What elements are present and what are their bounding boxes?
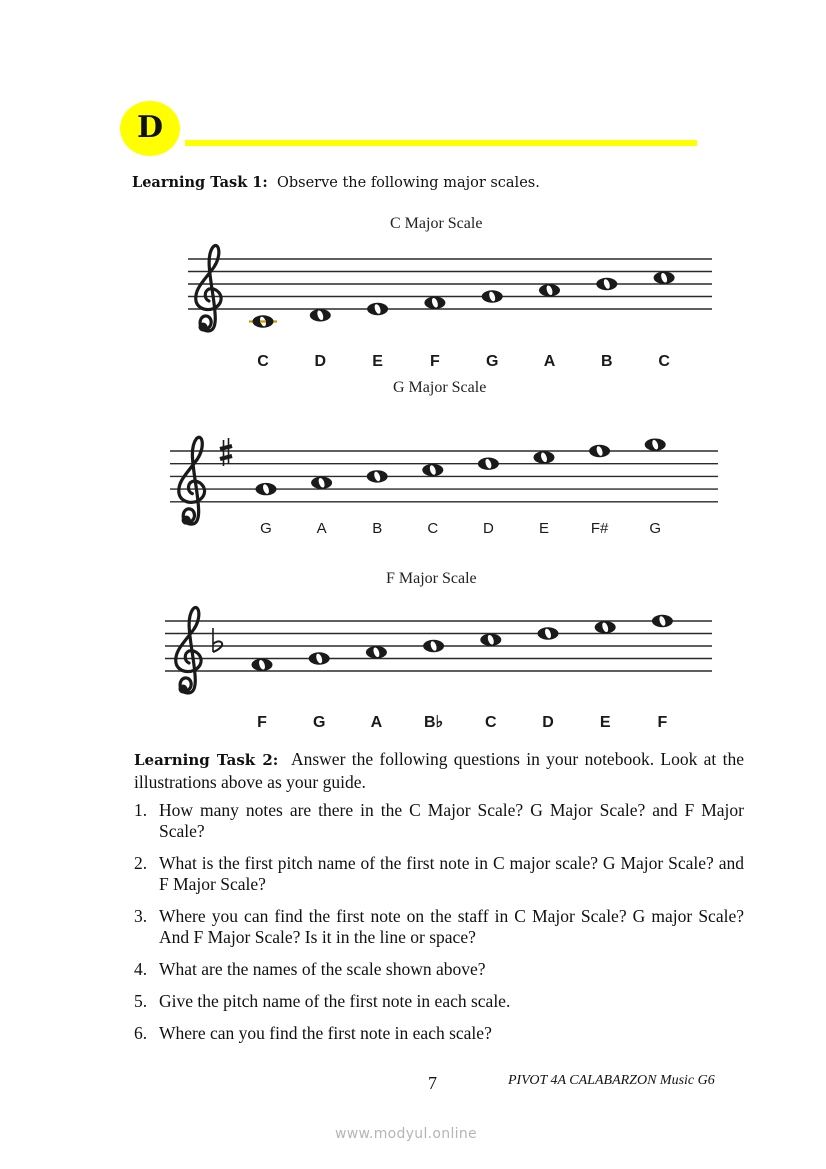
note-label: C <box>658 353 670 370</box>
whole-note-icon <box>309 652 330 664</box>
note-label: E <box>372 353 383 370</box>
task1-text: Observe the following major scales. <box>276 175 540 191</box>
question-text: What are the names of the scale shown above? <box>159 959 486 979</box>
note-label: F <box>657 714 668 731</box>
note-label: A <box>370 714 383 731</box>
note-label: B <box>372 520 383 537</box>
scale-title-f: F Major Scale <box>386 570 477 587</box>
section-letter: D <box>136 110 163 145</box>
question-item <box>134 991 744 1012</box>
question-number: 1. <box>134 800 148 820</box>
note-label: G <box>312 714 326 731</box>
question-item <box>134 906 744 948</box>
question-item <box>134 853 744 895</box>
scale-title-g: G Major Scale <box>393 379 487 396</box>
note-label: E <box>599 714 611 731</box>
note-label: F <box>257 714 267 731</box>
task1-label: Learning Task 1: <box>132 174 268 191</box>
note-label: C <box>257 353 269 370</box>
task2-heading <box>134 748 744 793</box>
question-number: 6. <box>134 1023 148 1043</box>
question-item <box>134 1023 744 1044</box>
note-label: D <box>542 714 554 731</box>
footer-title: PIVOT 4A CALABARZON Music G6 <box>508 1073 715 1088</box>
question-text: How many notes are there in the C Major Scale? G Major Scale? and F Major Scale? <box>159 800 744 841</box>
whole-note-icon <box>595 621 616 633</box>
question-list <box>134 800 744 1055</box>
whole-note-icon <box>538 627 559 639</box>
task2-label: Learning Task 2: <box>134 751 279 769</box>
note-label: G <box>485 353 499 370</box>
question-text: Where can you find the first note in each scale? <box>159 1023 492 1043</box>
note-label: E <box>538 520 550 537</box>
whole-note-icon <box>423 640 444 652</box>
question-number: 2. <box>134 853 148 873</box>
note-label: C <box>427 520 439 537</box>
note-label: C <box>485 714 497 731</box>
question-number: 5. <box>134 991 148 1011</box>
note-label: A <box>543 353 556 370</box>
question-text: What is the first pitch name of the first note in C major scale? G Major Scale? and F Major Scale? <box>159 853 744 894</box>
note-label: G <box>260 520 272 537</box>
question-number: 4. <box>134 959 148 979</box>
question-item <box>134 959 744 980</box>
whole-note-icon <box>480 634 501 646</box>
note-label: D <box>482 520 494 537</box>
whole-note-icon <box>366 646 387 658</box>
question-text: Where you can find the first note on the staff in C Major Scale? G major Scale? And F Major Scale? Is it in the line or space? <box>159 906 744 947</box>
page-number: 7 <box>428 1073 437 1093</box>
note-label: F <box>430 353 440 370</box>
note-label: B♭ <box>424 714 444 731</box>
question-item <box>134 800 744 842</box>
note-label: G <box>649 520 662 537</box>
whole-note-icon <box>252 659 273 671</box>
note-label: B <box>601 353 613 370</box>
note-label: F# <box>590 520 609 537</box>
watermark: www.modyul.online <box>335 1126 477 1142</box>
whole-note-icon <box>652 615 673 627</box>
note-label: D <box>314 353 327 370</box>
scale-title-c: C Major Scale <box>390 215 483 232</box>
note-label: A <box>316 520 327 537</box>
task2-text: Answer the following questions in your notebook. Look at the illustrations above as your guide. <box>134 749 744 792</box>
flat-icon <box>213 628 222 652</box>
question-text: Give the pitch name of the first note in each scale. <box>159 991 511 1011</box>
question-number: 3. <box>134 906 148 926</box>
